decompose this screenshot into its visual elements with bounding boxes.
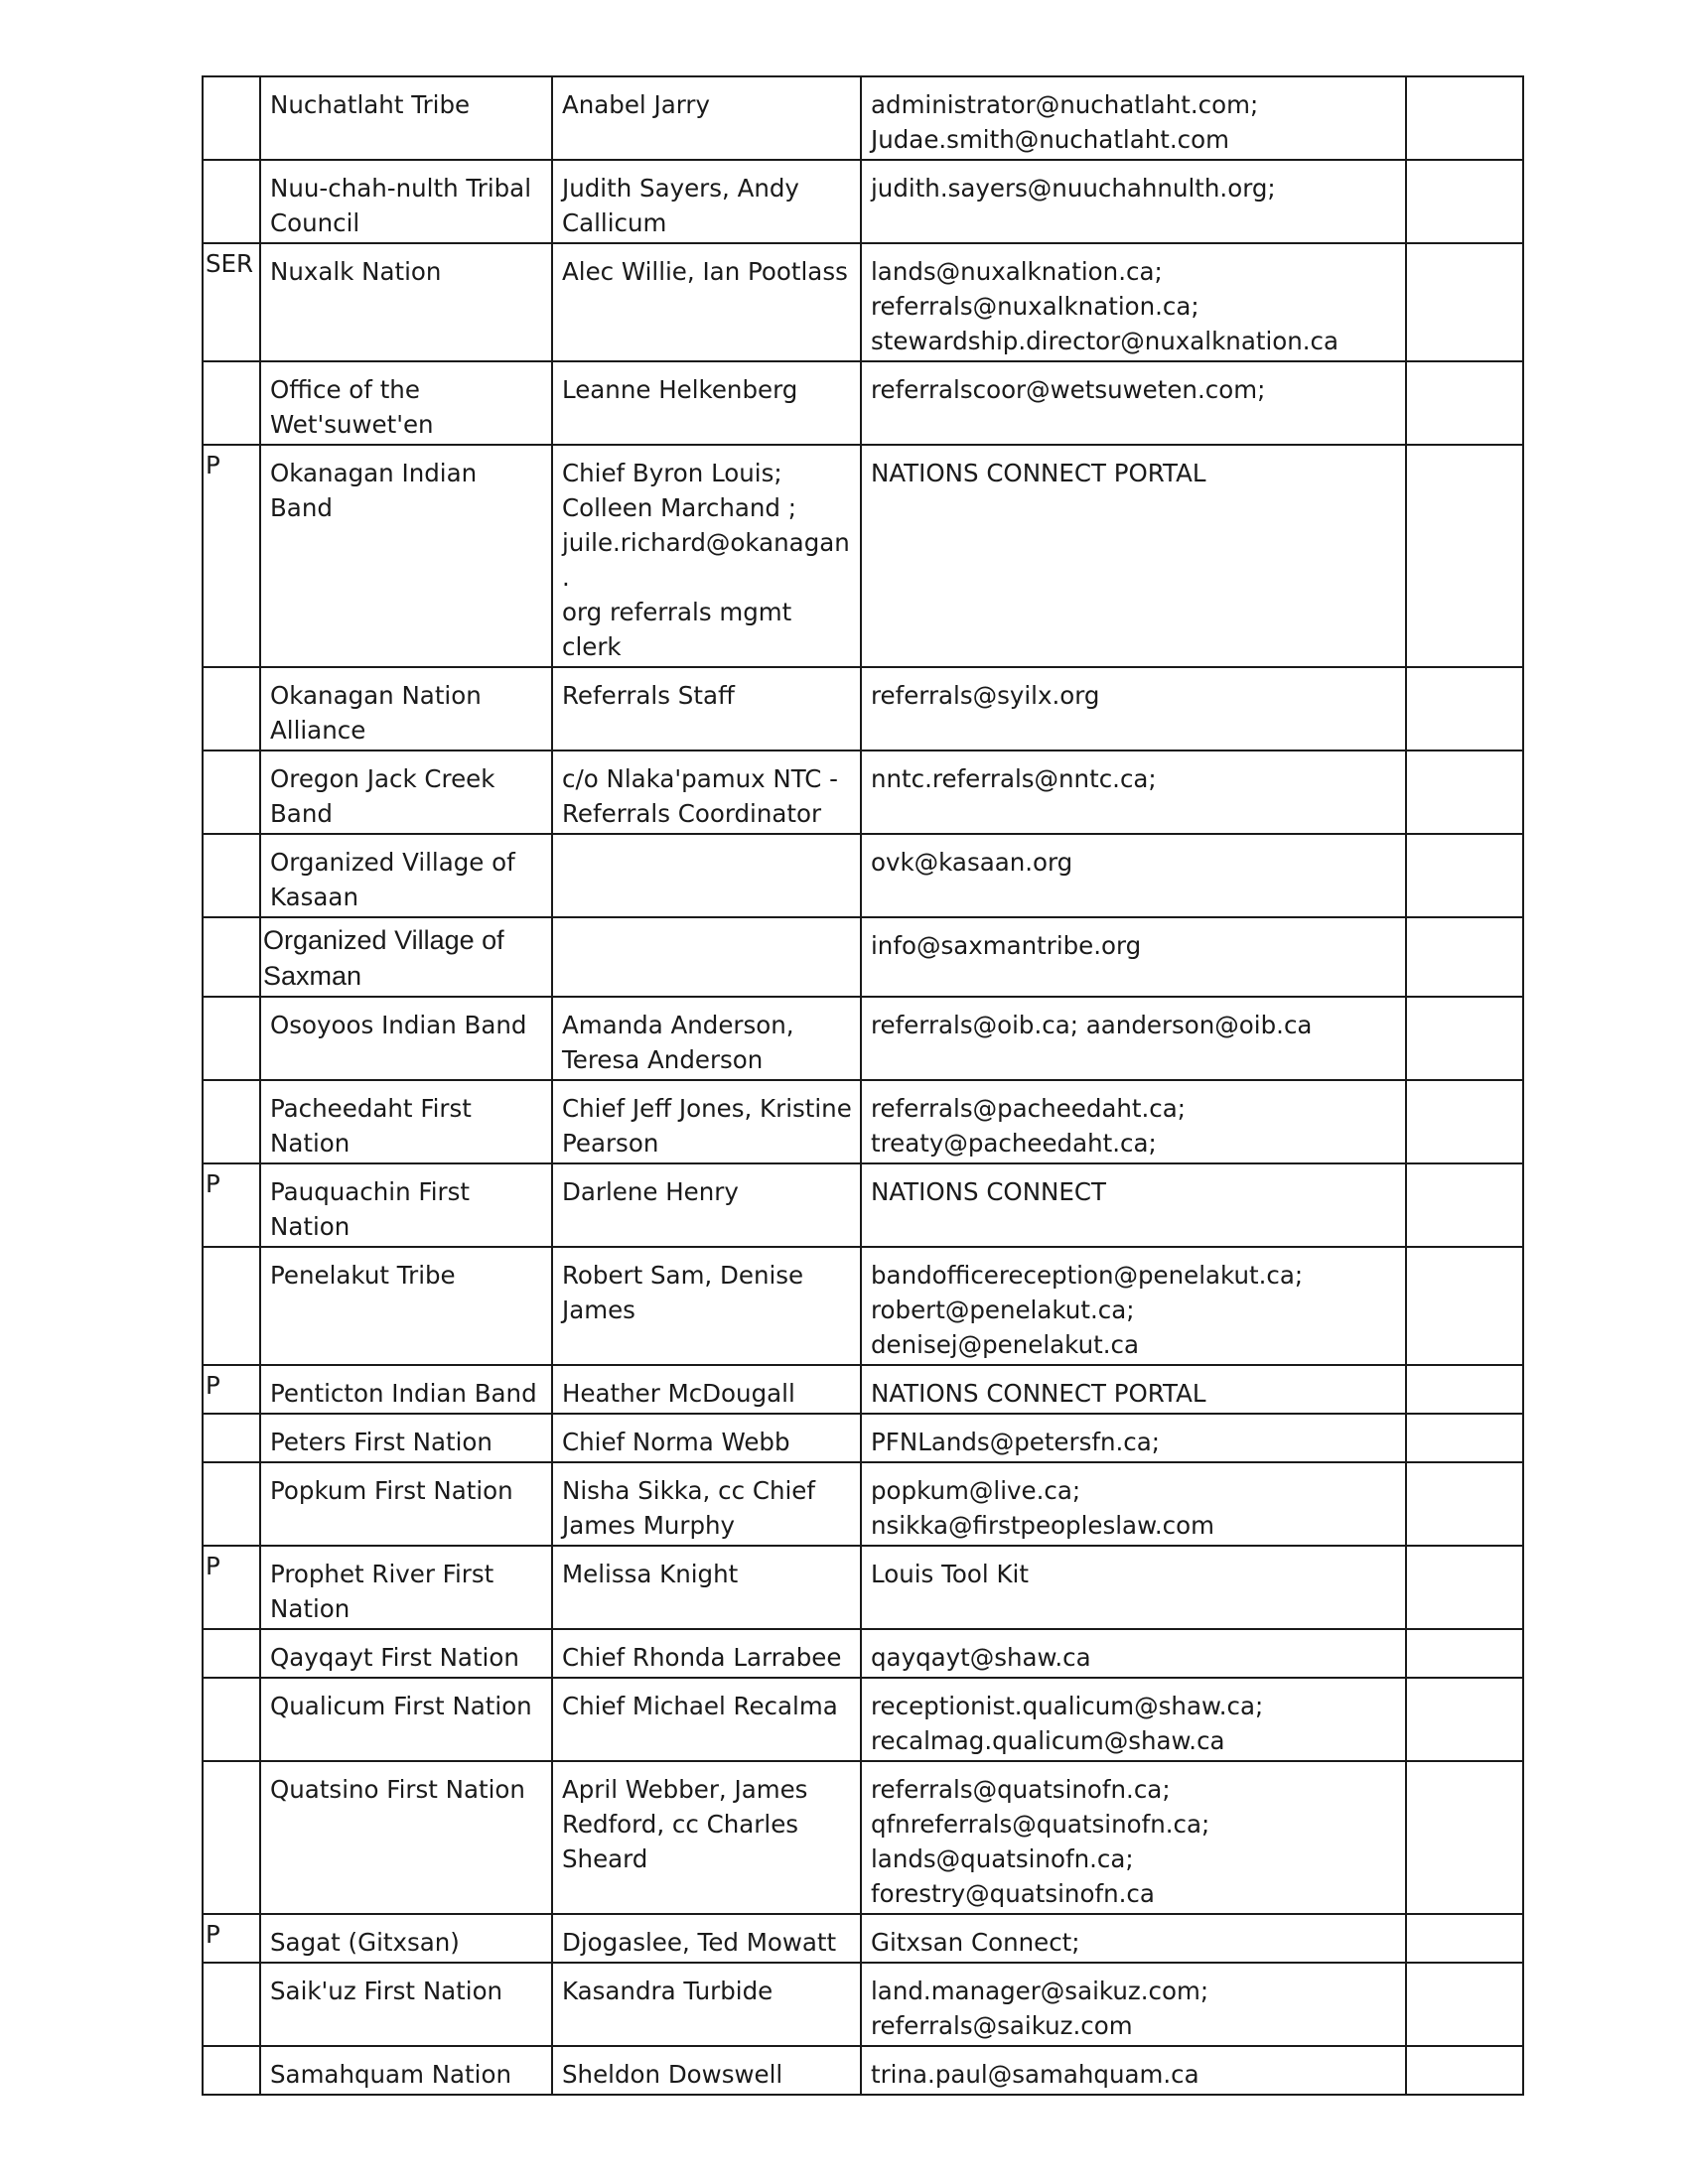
table-row [203, 76, 1523, 160]
blank-cell [1406, 917, 1523, 997]
contact-person-cell: Chief Jeff Jones, Kristine Pearson [552, 1080, 861, 1163]
flag-cell: P [203, 1914, 260, 1963]
email-cell: lands@nuxalknation.ca; referrals@nuxalknation.ca; stewardship.director@nuxalknation.ca [861, 243, 1406, 361]
email-cell: referrals@syilx.org [861, 667, 1406, 751]
email-cell: bandofficereception@penelakut.ca; robert@penelakut.ca; denisej@penelakut.ca [861, 1247, 1406, 1365]
nation-name-cell: Popkum First Nation [260, 1462, 552, 1546]
flag-cell: P [203, 445, 260, 667]
flag-cell [203, 160, 260, 243]
contact-person-cell: Chief Norma Webb [552, 1414, 861, 1462]
blank-cell [1406, 834, 1523, 917]
contact-person-cell: April Webber, James Redford, cc Charles Sheard [552, 1761, 861, 1914]
contact-table [202, 75, 1524, 2096]
contact-person-cell: Judith Sayers, Andy Callicum [552, 160, 861, 243]
blank-cell [1406, 1761, 1523, 1914]
blank-cell [1406, 1080, 1523, 1163]
table-row [203, 834, 1523, 917]
contact-person-cell: Heather McDougall [552, 1365, 861, 1414]
email-cell: Gitxsan Connect; [861, 1914, 1406, 1963]
email-cell: Louis Tool Kit [861, 1546, 1406, 1629]
contact-person-cell: Melissa Knight [552, 1546, 861, 1629]
contact-person-cell: Nisha Sikka, cc Chief James Murphy [552, 1462, 861, 1546]
table-row [203, 1163, 1523, 1247]
table-row [203, 1914, 1523, 1963]
table-row [203, 445, 1523, 667]
table-row [203, 1247, 1523, 1365]
flag-cell [203, 1678, 260, 1761]
nation-name-cell: Qayqayt First Nation [260, 1629, 552, 1678]
table-row [203, 361, 1523, 445]
contact-person-cell: Chief Rhonda Larrabee [552, 1629, 861, 1678]
blank-cell [1406, 1546, 1523, 1629]
table-row [203, 751, 1523, 834]
contact-person-cell: Referrals Staff [552, 667, 861, 751]
nation-name-cell: Office of the Wet'suwet'en [260, 361, 552, 445]
flag-cell [203, 1761, 260, 1914]
flag-cell [203, 76, 260, 160]
blank-cell [1406, 1678, 1523, 1761]
contact-person-cell: c/o Nlaka'pamux NTC - Referrals Coordinator [552, 751, 861, 834]
nation-name-cell: Saik'uz First Nation [260, 1963, 552, 2046]
email-cell: referralscoor@wetsuweten.com; [861, 361, 1406, 445]
blank-cell [1406, 1914, 1523, 1963]
contact-person-cell: Djogaslee, Ted Mowatt [552, 1914, 861, 1963]
email-cell: PFNLands@petersfn.ca; [861, 1414, 1406, 1462]
table-row [203, 1414, 1523, 1462]
contact-person-cell: Anabel Jarry [552, 76, 861, 160]
email-cell: judith.sayers@nuuchahnulth.org; [861, 160, 1406, 243]
nation-name-cell: Nuu-chah-nulth Tribal Council [260, 160, 552, 243]
contact-person-cell [552, 917, 861, 997]
nation-name-cell: Sagat (Gitxsan) [260, 1914, 552, 1963]
blank-cell [1406, 445, 1523, 667]
blank-cell [1406, 361, 1523, 445]
blank-cell [1406, 76, 1523, 160]
email-cell: receptionist.qualicum@shaw.ca; recalmag.qualicum@shaw.ca [861, 1678, 1406, 1761]
flag-cell [203, 997, 260, 1080]
table-row [203, 243, 1523, 361]
table-row [203, 1080, 1523, 1163]
table-body [203, 76, 1523, 2095]
email-cell: administrator@nuchatlaht.com; Judae.smith@nuchatlaht.com [861, 76, 1406, 160]
contact-person-cell: Leanne Helkenberg [552, 361, 861, 445]
blank-cell [1406, 2046, 1523, 2095]
contact-person-cell: Chief Michael Recalma [552, 1678, 861, 1761]
blank-cell [1406, 1163, 1523, 1247]
nation-name-cell: Nuchatlaht Tribe [260, 76, 552, 160]
blank-cell [1406, 1414, 1523, 1462]
table-row [203, 1678, 1523, 1761]
table-row [203, 2046, 1523, 2095]
blank-cell [1406, 1629, 1523, 1678]
email-cell: NATIONS CONNECT PORTAL [861, 1365, 1406, 1414]
flag-cell [203, 361, 260, 445]
table-row [203, 1462, 1523, 1546]
blank-cell [1406, 667, 1523, 751]
table-row [203, 1365, 1523, 1414]
table-row [203, 1761, 1523, 1914]
nation-name-cell: Organized Village of Saxman [260, 917, 552, 997]
blank-cell [1406, 751, 1523, 834]
flag-cell [203, 1963, 260, 2046]
nation-name-cell: Okanagan Indian Band [260, 445, 552, 667]
flag-cell: P [203, 1546, 260, 1629]
contact-person-cell: Kasandra Turbide [552, 1963, 861, 2046]
table-row [203, 1629, 1523, 1678]
contact-person-cell [552, 834, 861, 917]
flag-cell [203, 751, 260, 834]
contact-person-cell: Sheldon Dowswell [552, 2046, 861, 2095]
blank-cell [1406, 1247, 1523, 1365]
flag-cell [203, 1414, 260, 1462]
nation-name-cell: Peters First Nation [260, 1414, 552, 1462]
flag-cell: P [203, 1365, 260, 1414]
nation-name-cell: Prophet River First Nation [260, 1546, 552, 1629]
table-row [203, 667, 1523, 751]
flag-cell: P [203, 1163, 260, 1247]
nation-name-cell: Osoyoos Indian Band [260, 997, 552, 1080]
blank-cell [1406, 1365, 1523, 1414]
nation-name-cell: Pacheedaht First Nation [260, 1080, 552, 1163]
email-cell: NATIONS CONNECT [861, 1163, 1406, 1247]
blank-cell [1406, 1963, 1523, 2046]
flag-cell [203, 1462, 260, 1546]
nation-name-cell: Nuxalk Nation [260, 243, 552, 361]
email-cell: info@saxmantribe.org [861, 917, 1406, 997]
nation-name-cell: Organized Village of Kasaan [260, 834, 552, 917]
email-cell: referrals@pacheedaht.ca; treaty@pacheedaht.ca; [861, 1080, 1406, 1163]
email-cell: popkum@live.ca; nsikka@firstpeopleslaw.com [861, 1462, 1406, 1546]
nation-name-cell: Oregon Jack Creek Band [260, 751, 552, 834]
email-cell: trina.paul@samahquam.ca [861, 2046, 1406, 2095]
contact-person-cell: Chief Byron Louis; Colleen Marchand ; juile.richard@okanagan. org referrals mgmt clerk [552, 445, 861, 667]
blank-cell [1406, 243, 1523, 361]
contact-person-cell: Robert Sam, Denise James [552, 1247, 861, 1365]
table-row [203, 1963, 1523, 2046]
nation-name-cell: Quatsino First Nation [260, 1761, 552, 1914]
table-row [203, 160, 1523, 243]
nation-name-cell: Samahquam Nation [260, 2046, 552, 2095]
flag-cell [203, 917, 260, 997]
nation-name-cell: Qualicum First Nation [260, 1678, 552, 1761]
table-row [203, 1546, 1523, 1629]
table-row [203, 997, 1523, 1080]
flag-cell [203, 834, 260, 917]
flag-cell [203, 1080, 260, 1163]
contact-person-cell: Alec Willie, Ian Pootlass [552, 243, 861, 361]
blank-cell [1406, 160, 1523, 243]
nation-name-cell: Penticton Indian Band [260, 1365, 552, 1414]
email-cell: nntc.referrals@nntc.ca; [861, 751, 1406, 834]
email-cell: land.manager@saikuz.com; referrals@saikuz.com [861, 1963, 1406, 2046]
flag-cell: SER [203, 243, 260, 361]
email-cell: referrals@quatsinofn.ca; qfnreferrals@quatsinofn.ca; lands@quatsinofn.ca; forestry@quatsinofn.ca [861, 1761, 1406, 1914]
flag-cell [203, 1629, 260, 1678]
flag-cell [203, 667, 260, 751]
nation-name-cell: Penelakut Tribe [260, 1247, 552, 1365]
blank-cell [1406, 997, 1523, 1080]
contact-person-cell: Darlene Henry [552, 1163, 861, 1247]
flag-cell [203, 1247, 260, 1365]
email-cell: NATIONS CONNECT PORTAL [861, 445, 1406, 667]
flag-cell [203, 2046, 260, 2095]
email-cell: referrals@oib.ca; aanderson@oib.ca [861, 997, 1406, 1080]
nation-name-cell: Okanagan Nation Alliance [260, 667, 552, 751]
email-cell: qayqayt@shaw.ca [861, 1629, 1406, 1678]
contact-person-cell: Amanda Anderson, Teresa Anderson [552, 997, 861, 1080]
table-row [203, 917, 1523, 997]
email-cell: ovk@kasaan.org [861, 834, 1406, 917]
blank-cell [1406, 1462, 1523, 1546]
nation-name-cell: Pauquachin First Nation [260, 1163, 552, 1247]
